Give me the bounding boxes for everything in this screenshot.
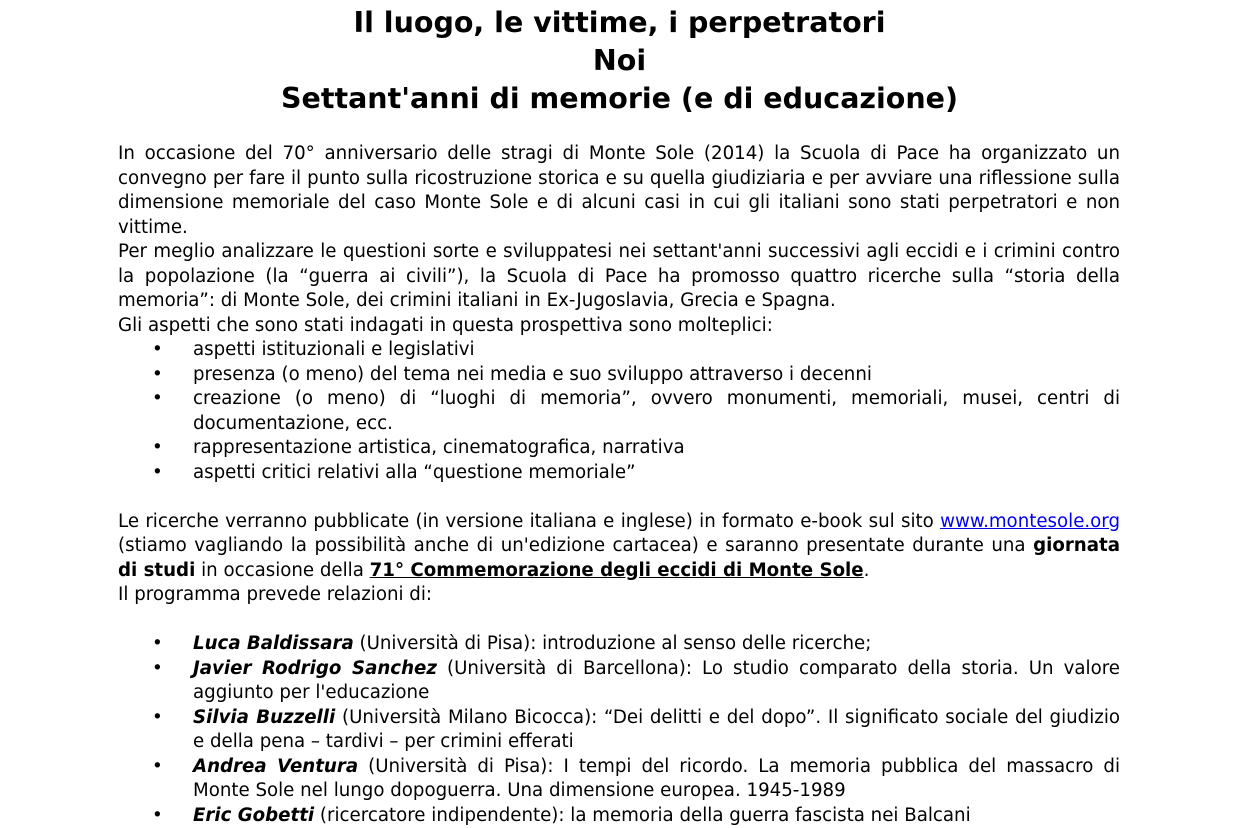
bullet-icon: •	[152, 436, 163, 461]
speaker-name: Eric Gobetti	[193, 805, 314, 826]
aspect-text: aspetti critici relativi alla “questione memoriale”	[193, 462, 636, 483]
bullet-icon: •	[152, 632, 163, 657]
bullet-icon: •	[152, 706, 163, 731]
publication-text-4: .	[864, 560, 870, 581]
aspect-text: aspetti istituzionali e legislativi	[193, 339, 475, 360]
speaker-talk: (Università di Pisa): introduzione al senso delle ricerche;	[354, 633, 872, 654]
bullet-icon: •	[152, 461, 163, 486]
aspect-text: presenza (o meno) del tema nei media e suo sviluppo attraverso i decenni	[193, 364, 872, 385]
intro-paragraph: In occasione del 70° anniversario delle stragi di Monte Sole (2014) la Scuola di Pace ha organizzato un convegno per fare il punto sulla ricostruzione storica e su quella giudiziaria e per avviare una riflessione sulla dimensione memoriale del caso Monte Sole e di alcuni casi in cui gli italiani sono stati perpetratori e non vittime.	[118, 142, 1120, 240]
bullet-icon: •	[152, 755, 163, 780]
speaker-name: Luca Baldissara	[193, 633, 354, 654]
title-line-3: Settant'anni di memorie (e di educazione)	[0, 80, 1239, 118]
bullet-icon: •	[152, 387, 163, 412]
list-item	[118, 436, 1120, 461]
publication-text-3: in occasione della	[195, 560, 369, 581]
bullet-icon: •	[152, 363, 163, 388]
title-line-2: Noi	[0, 42, 1239, 80]
study-day-label: giornata di studi	[118, 535, 1120, 581]
list-item	[118, 755, 1120, 804]
aspects-list	[118, 338, 1120, 485]
list-item	[118, 804, 1120, 828]
speaker-name: Silvia Buzzelli	[193, 707, 335, 728]
list-item	[118, 387, 1120, 436]
montesole-link[interactable]: www.montesole.org	[940, 511, 1120, 532]
document-body	[118, 142, 1120, 828]
publication-text-1: Le ricerche verranno pubblicate (in versione italiana e inglese) in formato e-book sul sito	[118, 511, 940, 532]
speaker-name: Javier Rodrigo Sanchez	[193, 658, 437, 679]
list-item	[118, 657, 1120, 706]
speakers-list	[118, 632, 1120, 828]
speaker-talk: (Università Milano Bicocca): “Dei delitti e del dopo”. Il significato sociale del giudizio e della pena – tardivi – per crimini efferati	[193, 707, 1120, 753]
speaker-talk: (Università di Barcellona): Lo studio comparato della storia. Un valore aggiunto per l'educazione	[193, 658, 1120, 704]
publication-paragraph	[118, 510, 1120, 584]
list-item	[118, 363, 1120, 388]
list-item	[118, 706, 1120, 755]
bullet-icon: •	[152, 338, 163, 363]
spacer	[118, 485, 1120, 510]
commemoration-label: 71° Commemorazione degli eccidi di Monte Sole	[370, 560, 864, 581]
analysis-paragraph: Per meglio analizzare le questioni sorte e sviluppatesi nei settant'anni successivi agli eccidi e i crimini contro la popolazione (la “guerra ai civili”), la Scuola di Pace ha promosso quattro ricerche sulla “storia della memoria”: di Monte Sole, dei crimini italiani in Ex-Jugoslavia, Grecia e Spagna.	[118, 240, 1120, 314]
list-item	[118, 461, 1120, 486]
speaker-talk: (Università di Pisa): I tempi del ricordo. La memoria pubblica del massacro di Monte Sole nel lungo dopoguerra. Una dimensione europea. 1945-1989	[193, 756, 1120, 802]
spacer	[118, 608, 1120, 633]
aspect-text: creazione (o meno) di “luoghi di memoria”, ovvero monumenti, memoriali, musei, centri di documentazione, ecc.	[193, 388, 1120, 434]
list-item	[118, 632, 1120, 657]
title-line-1: Il luogo, le vittime, i perpetratori	[0, 4, 1239, 42]
speaker-talk: (ricercatore indipendente): la memoria della guerra fascista nei Balcani	[314, 805, 971, 826]
aspects-intro: Gli aspetti che sono stati indagati in questa prospettiva sono molteplici:	[118, 314, 1120, 339]
list-item	[118, 338, 1120, 363]
program-intro: Il programma prevede relazioni di:	[118, 583, 1120, 608]
document-title	[0, 4, 1239, 118]
aspect-text: rappresentazione artistica, cinematografica, narrativa	[193, 437, 685, 458]
bullet-icon: •	[152, 657, 163, 682]
bullet-icon: •	[152, 804, 163, 828]
speaker-name: Andrea Ventura	[193, 756, 358, 777]
publication-text-2: (stiamo vagliando la possibilità anche di un'edizione cartacea) e saranno presentate durante una	[118, 535, 1033, 556]
